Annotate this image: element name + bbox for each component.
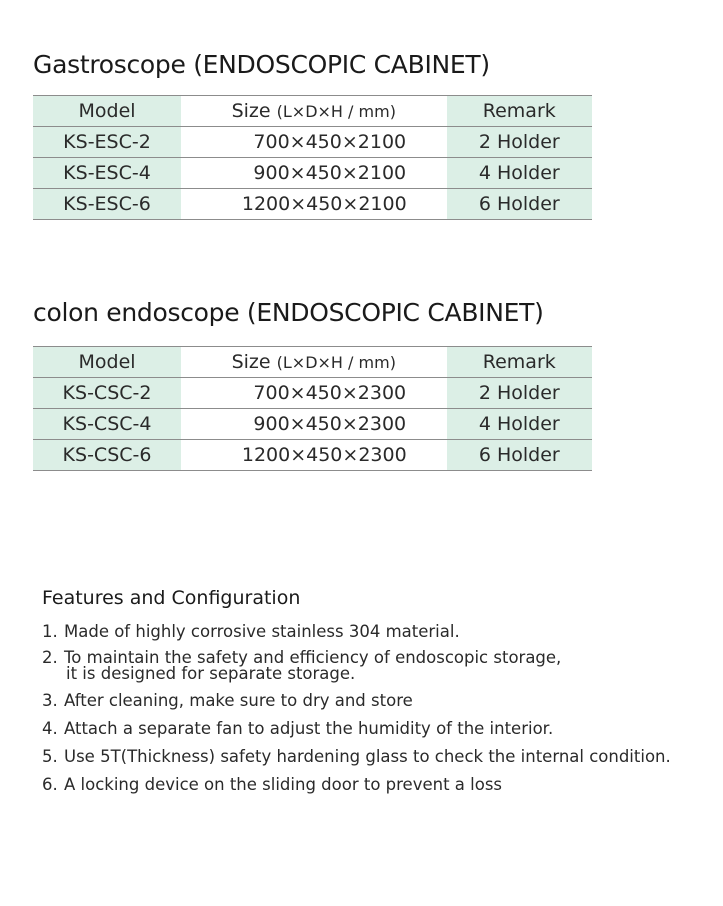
model-column-header: Model <box>33 347 181 378</box>
item-text-continued: it is designed for separate storage. <box>66 664 356 683</box>
table-header-row <box>33 347 592 378</box>
item-text: Use 5T(Thickness) safety hardening glass to check the internal condition. <box>64 747 671 766</box>
list-item <box>42 747 712 766</box>
list-item <box>42 719 712 738</box>
table-row <box>33 409 592 440</box>
size-cell: 1200×450×2100 <box>181 189 447 220</box>
item-number: 1. <box>42 622 58 641</box>
remark-cell: 6 Holder <box>447 440 592 471</box>
gastroscope-section-title: Gastroscope (ENDOSCOPIC CABINET) <box>33 50 490 79</box>
size-column-header <box>181 347 447 378</box>
colon-endoscope-spec-table <box>33 346 592 471</box>
model-cell: KS-ESC-4 <box>33 158 181 189</box>
model-cell: KS-ESC-6 <box>33 189 181 220</box>
remark-column-header: Remark <box>447 347 592 378</box>
size-label: Size <box>231 351 271 373</box>
item-number: 2. <box>42 648 58 667</box>
table-row <box>33 127 592 158</box>
size-unit-label: (L×D×H / mm) <box>276 353 396 372</box>
remark-cell: 4 Holder <box>447 409 592 440</box>
size-cell: 900×450×2100 <box>181 158 447 189</box>
item-number: 6. <box>42 775 58 794</box>
size-cell: 700×450×2100 <box>181 127 447 158</box>
remark-column-header: Remark <box>447 96 592 127</box>
model-column-header: Model <box>33 96 181 127</box>
list-item <box>42 775 712 794</box>
remark-cell: 2 Holder <box>447 378 592 409</box>
model-cell: KS-CSC-2 <box>33 378 181 409</box>
features-list <box>42 622 712 803</box>
gastroscope-spec-table <box>33 95 592 220</box>
table-row <box>33 158 592 189</box>
colon-endoscope-section-title: colon endoscope (ENDOSCOPIC CABINET) <box>33 298 544 327</box>
item-number: 4. <box>42 719 58 738</box>
size-column-header <box>181 96 447 127</box>
item-text: To maintain the safety and efficiency of endoscopic storage, <box>64 648 562 667</box>
item-text: After cleaning, make sure to dry and store <box>64 691 413 710</box>
model-cell: KS-ESC-2 <box>33 127 181 158</box>
list-item <box>42 650 712 682</box>
item-text: A locking device on the sliding door to prevent a loss <box>64 775 503 794</box>
size-cell: 900×450×2300 <box>181 409 447 440</box>
features-heading: Features and Configuration <box>42 587 301 609</box>
size-label: Size <box>231 100 271 122</box>
size-cell: 1200×450×2300 <box>181 440 447 471</box>
list-item <box>42 622 712 641</box>
size-cell: 700×450×2300 <box>181 378 447 409</box>
item-number: 5. <box>42 747 58 766</box>
list-item <box>42 691 712 710</box>
table-row <box>33 189 592 220</box>
model-cell: KS-CSC-4 <box>33 409 181 440</box>
table-row <box>33 378 592 409</box>
item-text: Attach a separate fan to adjust the humidity of the interior. <box>64 719 554 738</box>
remark-cell: 6 Holder <box>447 189 592 220</box>
model-cell: KS-CSC-6 <box>33 440 181 471</box>
remark-cell: 4 Holder <box>447 158 592 189</box>
size-unit-label: (L×D×H / mm) <box>276 102 396 121</box>
remark-cell: 2 Holder <box>447 127 592 158</box>
table-header-row <box>33 96 592 127</box>
item-text: Made of highly corrosive stainless 304 material. <box>64 622 460 641</box>
table-row <box>33 440 592 471</box>
item-number: 3. <box>42 691 58 710</box>
